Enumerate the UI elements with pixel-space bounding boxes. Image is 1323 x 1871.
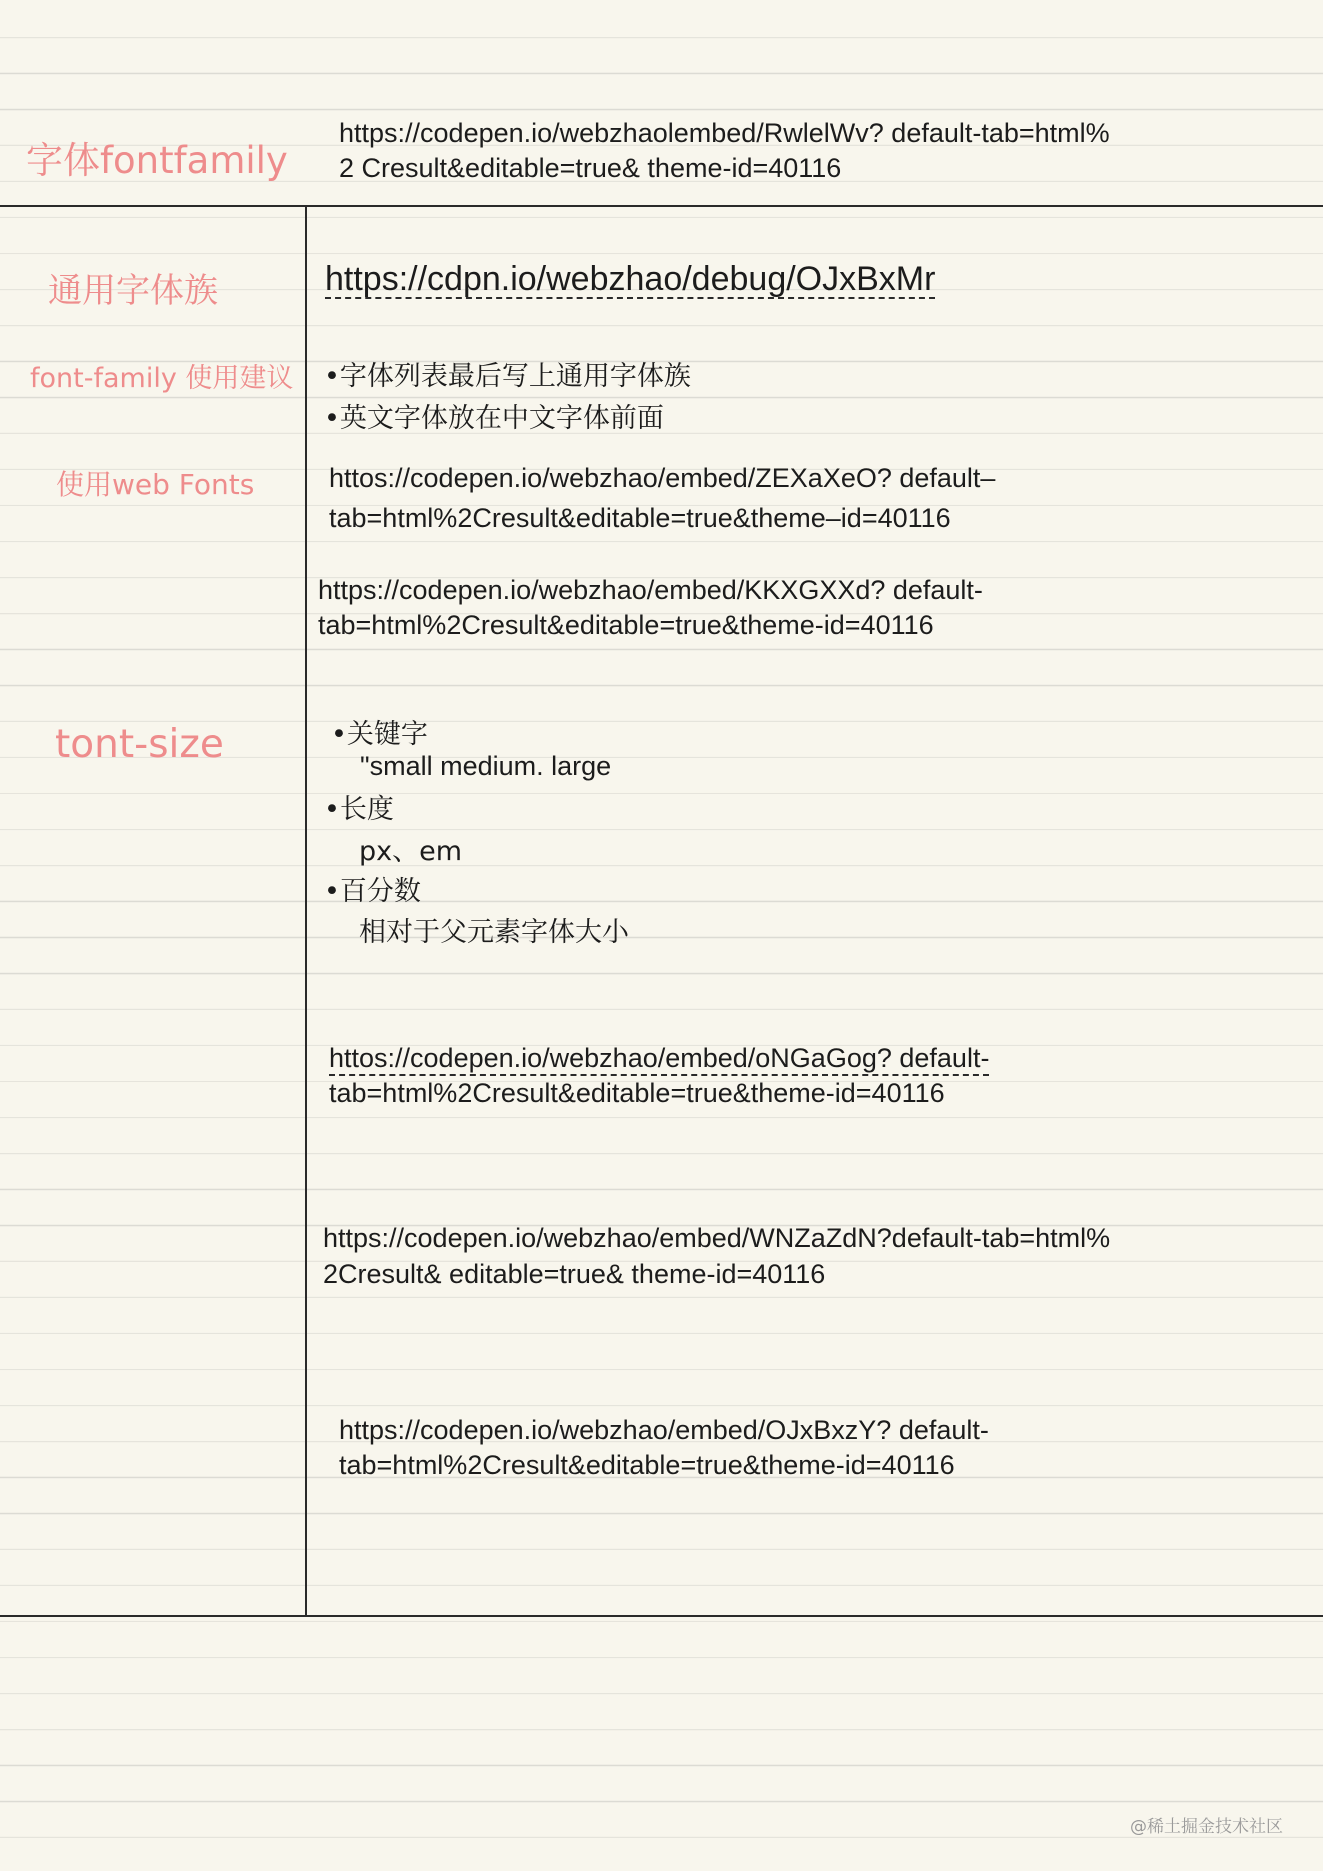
keyword-values: "small medium. large — [360, 751, 612, 781]
font-size-link1-underlined[interactable]: httos://codepen.io/webzhao/embed/oNGaGog? default- — [329, 1043, 990, 1073]
font-size-link3-line2[interactable]: tab=html%2Cresult&editable=true&theme-id=40116 — [339, 1450, 955, 1480]
percent-description: 相对于父元素字体大小 — [359, 917, 629, 948]
column-divider — [305, 206, 307, 1616]
font-size-link3-line1[interactable]: https://codepen.io/webzhao/embed/OJxBxzY? default- — [339, 1415, 989, 1445]
font-size-link1-line1[interactable] — [329, 1043, 989, 1074]
length-values: px、em — [359, 836, 463, 867]
font-size-link1-line2[interactable]: tab=html%2Cresult&editable=true&theme-id=40116 — [329, 1078, 945, 1108]
font-family-advice-label: font-family 使用建议 — [30, 363, 294, 394]
percent-bullet: •百分数 — [324, 876, 421, 907]
advice-bullet-english-first: •英文字体放在中文字体前面 — [324, 403, 664, 434]
header-divider — [0, 205, 1323, 207]
keyword-bullet: •关键字 — [331, 719, 428, 750]
generic-family-link[interactable]: https://cdpn.io/webzhao/debug/OJxBxMr — [325, 260, 936, 298]
web-fonts-link1-line2[interactable]: tab=html%2Cresult&editable=true&theme–id=40116 — [329, 503, 951, 533]
font-size-link2-line2[interactable]: 2Cresult& editable=true& theme-id=40116 — [323, 1259, 826, 1289]
font-family-label: 字体fontfamily — [26, 139, 288, 182]
advice-bullet-generic-last: •字体列表最后写上通用字体族 — [324, 361, 691, 392]
font-size-link2-line1[interactable]: https://codepen.io/webzhao/embed/WNZaZdN?default-tab=html% — [323, 1223, 1111, 1253]
generic-family-label: 通用字体族 — [48, 271, 218, 311]
font-family-link-line2[interactable]: 2 Cresult&editable=true& theme-id=40116 — [339, 153, 842, 183]
web-fonts-label: 使用web Fonts — [56, 468, 255, 501]
font-family-link-line1[interactable]: https://codepen.io/webzhaolembed/RwlelWv? default-tab=html% — [339, 118, 1110, 148]
font-size-label: tont-size — [55, 722, 224, 767]
web-fonts-link1-line1[interactable]: httos://codepen.io/webzhao/embed/ZEXaXeO? default– — [329, 463, 996, 493]
web-fonts-link2-line1[interactable]: https://codepen.io/webzhao/embed/KKXGXXd? default- — [318, 575, 983, 605]
web-fonts-link2-line2[interactable]: tab=html%2Cresult&editable=true&theme-id=40116 — [318, 610, 934, 640]
table-bottom-divider — [0, 1615, 1323, 1617]
length-bullet: •长度 — [324, 794, 394, 825]
watermark: @稀土掘金技术社区 — [1130, 1817, 1283, 1837]
